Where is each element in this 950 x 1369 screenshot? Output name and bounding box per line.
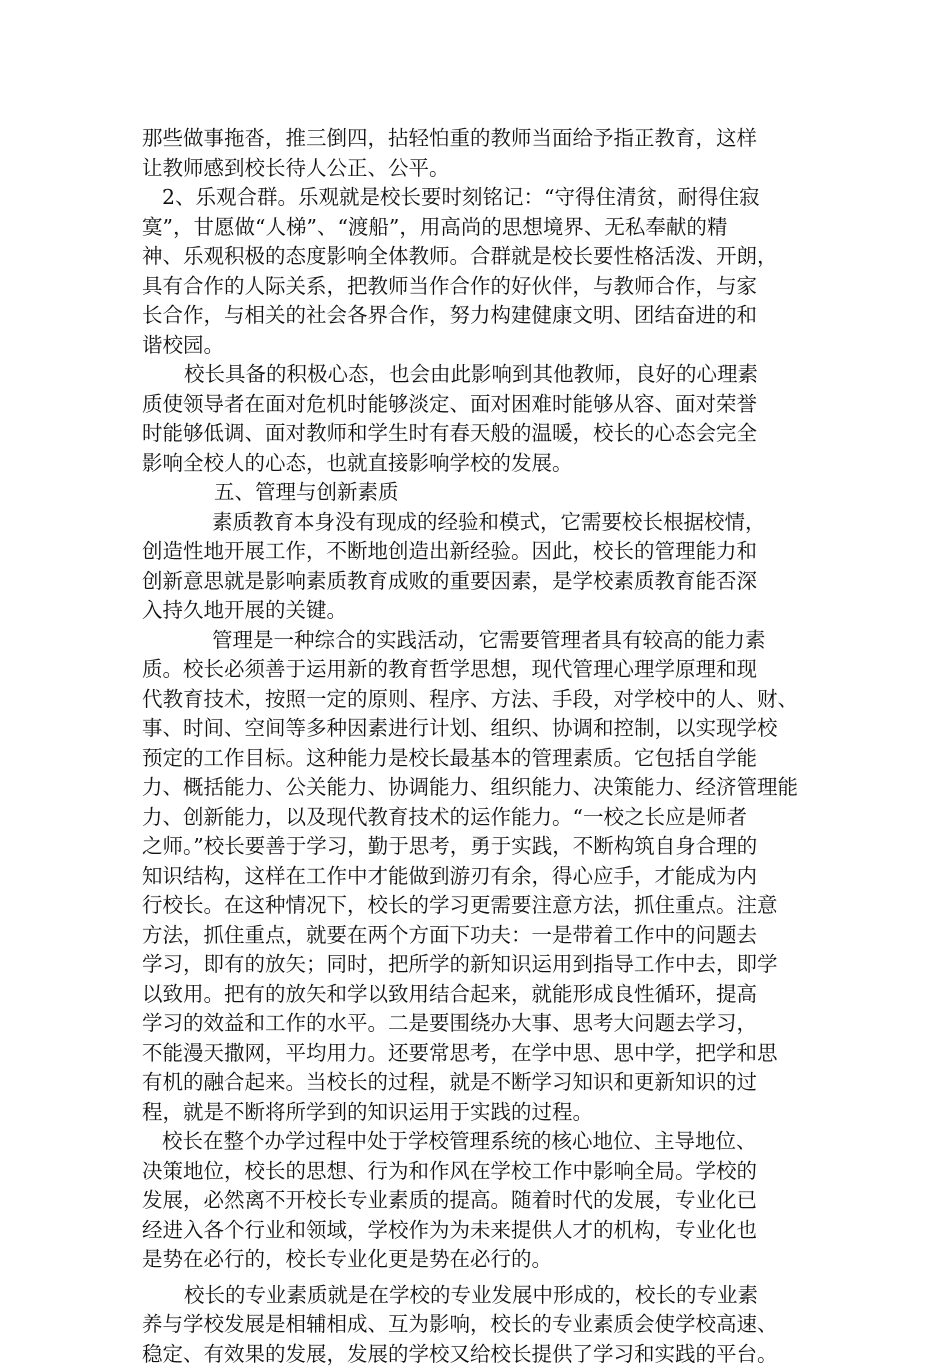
paragraph-line: 神、乐观积极的态度影响全体教师。合群就是校长要性格活泼、开朗， — [142, 242, 818, 272]
paragraph-line: 那些做事拖沓，推三倒四，拈轻怕重的教师当面给予指正教育，这样 — [142, 124, 818, 154]
paragraph-line: 长合作，与相关的社会各界合作，努力构建健康文明、团结奋进的和 — [142, 301, 818, 331]
paragraph-line: 学习的效益和工作的水平。二是要围绕办大事、思考大问题去学习， — [142, 1009, 818, 1039]
paragraph-line: 程，就是不断将所学到的知识运用于实践的过程。 — [142, 1098, 818, 1128]
paragraph-line: 素质教育本身没有现成的经验和模式，它需要校长根据校情， — [142, 508, 818, 538]
paragraph-line: 养与学校发展是相辅相成、互为影响，校长的专业素质会使学校高速、 — [142, 1310, 818, 1340]
paragraph-line: 预定的工作目标。这种能力是校长最基本的管理素质。它包括自学能 — [142, 744, 818, 774]
paragraph-line: 管理是一种综合的实践活动，它需要管理者具有较高的能力素 — [142, 626, 818, 656]
paragraph-line: 之师。”校长要善于学习，勤于思考，勇于实践，不断构筑自身合理的 — [142, 832, 818, 862]
paragraph-line: 力、创新能力，以及现代教育技术的运作能力。“一校之长应是师者 — [142, 803, 818, 833]
paragraph-line: 寞”，甘愿做“人梯”、“渡船”，用高尚的思想境界、无私奉献的精 — [142, 213, 818, 243]
paragraph-line: 影响全校人的心态，也就直接影响学校的发展。 — [142, 449, 818, 479]
paragraph-line: 入持久地开展的关键。 — [142, 596, 818, 626]
paragraph-line: 质。校长必须善于运用新的教育哲学思想，现代管理心理学原理和现 — [142, 655, 818, 685]
paragraph-line: 校长具备的积极心态，也会由此影响到其他教师，良好的心理素 — [142, 360, 818, 390]
paragraph-line: 学习，即有的放矢；同时，把所学的新知识运用到指导工作中去，即学 — [142, 950, 818, 980]
paragraph-line: 方法，抓住重点，就要在两个方面下功夫：一是带着工作中的问题去 — [142, 921, 818, 951]
section-heading: 五、管理与创新素质 — [142, 478, 818, 508]
paragraph-line: 知识结构，这样在工作中才能做到游刃有余，得心应手，才能成为内 — [142, 862, 818, 892]
paragraph-line: 有机的融合起来。当校长的过程，就是不断学习知识和更新知识的过 — [142, 1068, 818, 1098]
paragraph-line: 创新意思就是影响素质教育成败的重要因素，是学校素质教育能否深 — [142, 567, 818, 597]
paragraph-line: 代教育技术，按照一定的原则、程序、方法、手段，对学校中的人、财、 — [142, 685, 818, 715]
paragraph-line: 事、时间、空间等多种因素进行计划、组织、协调和控制，以实现学校 — [142, 714, 818, 744]
paragraph-line: 经进入各个行业和领域，学校作为为未来提供人才的机构，专业化也 — [142, 1216, 818, 1246]
paragraph-line: 创造性地开展工作，不断地创造出新经验。因此，校长的管理能力和 — [142, 537, 818, 567]
paragraph-line: 是势在必行的，校长专业化更是势在必行的。 — [142, 1245, 818, 1275]
paragraph-line: 2、乐观合群。乐观就是校长要时刻铭记：“守得住清贫，耐得住寂 — [142, 183, 818, 213]
paragraph-line: 校长在整个办学过程中处于学校管理系统的核心地位、主导地位、 — [142, 1127, 818, 1157]
paragraph-line: 行校长。在这种情况下，校长的学习更需要注意方法，抓住重点。注意 — [142, 891, 818, 921]
paragraph-line: 决策地位，校长的思想、行为和作风在学校工作中影响全局。学校的 — [142, 1157, 818, 1187]
paragraph-line: 具有合作的人际关系，把教师当作合作的好伙伴，与教师合作，与家 — [142, 272, 818, 302]
paragraph-line: 稳定、有效果的发展，发展的学校又给校长提供了学习和实践的平台。 — [142, 1340, 818, 1369]
paragraph-line: 让教师感到校长待人公正、公平。 — [142, 154, 818, 184]
paragraph-line: 发展，必然离不开校长专业素质的提高。随着时代的发展，专业化已 — [142, 1186, 818, 1216]
paragraph-line: 以致用。把有的放矢和学以致用结合起来，就能形成良性循环，提高 — [142, 980, 818, 1010]
paragraph-line: 不能漫天撒网，平均用力。还要常思考，在学中思、思中学，把学和思 — [142, 1039, 818, 1069]
paragraph-line: 谐校园。 — [142, 331, 818, 361]
paragraph-line: 质使领导者在面对危机时能够淡定、面对困难时能够从容、面对荣誉 — [142, 390, 818, 420]
paragraph-line: 力、概括能力、公关能力、协调能力、组织能力、决策能力、经济管理能 — [142, 773, 818, 803]
paragraph-line: 时能够低调、面对教师和学生时有春天般的温暖，校长的心态会完全 — [142, 419, 818, 449]
document-body — [142, 124, 818, 1369]
paragraph-line: 校长的专业素质就是在学校的专业发展中形成的，校长的专业素 — [142, 1281, 818, 1311]
